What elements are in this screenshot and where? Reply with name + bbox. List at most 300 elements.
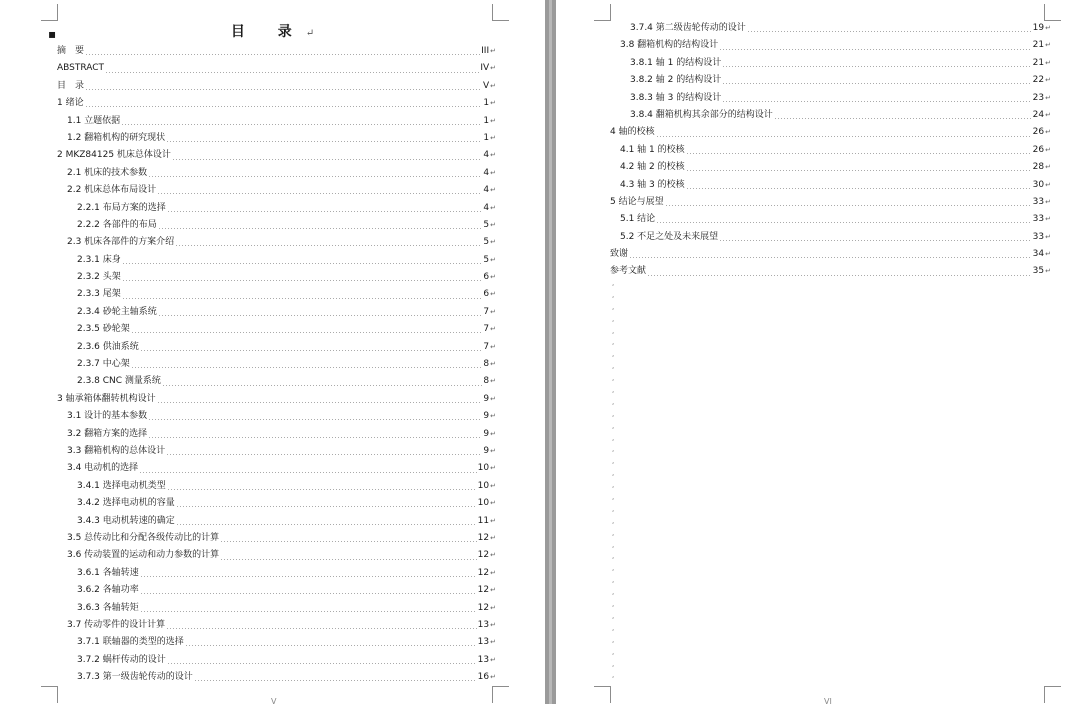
toc-list-right: [610, 20, 1051, 281]
toc-entry-page: 5: [483, 219, 490, 230]
toc-entry[interactable]: [57, 60, 496, 77]
toc-entry-title: 2.3.1 床身: [77, 254, 121, 265]
toc-entry[interactable]: [610, 246, 1051, 263]
toc-entry-page: 5: [483, 237, 490, 248]
empty-paragraph-mark: ,: [612, 481, 615, 490]
toc-entry-title: 摘 要: [57, 46, 85, 56]
paragraph-mark-icon: ↵: [490, 238, 496, 247]
toc-entry-page: 26: [1032, 127, 1045, 138]
paragraph-mark-icon: ↵: [490, 429, 496, 438]
toc-entry-title: 1.1 立题依据: [67, 115, 121, 126]
toc-entry-page: 12: [477, 550, 490, 561]
paragraph-mark-icon: ↵: [490, 464, 496, 473]
empty-paragraph-marks: [612, 278, 614, 682]
paragraph-mark-icon: ↵: [1045, 128, 1051, 137]
empty-paragraph-mark: ,: [612, 374, 615, 383]
empty-paragraph-mark: ,: [612, 576, 615, 585]
toc-entry[interactable]: [57, 182, 496, 199]
toc-entry[interactable]: [57, 252, 496, 269]
toc-entry[interactable]: [57, 304, 496, 321]
toc-entry[interactable]: [57, 530, 496, 547]
toc-entry-title: 2.3.2 头架: [77, 272, 121, 283]
toc-leader-dots: [167, 211, 483, 212]
page-number-right: VI: [824, 697, 832, 704]
toc-leader-dots: [162, 385, 482, 386]
toc-entry[interactable]: [57, 339, 496, 356]
toc-entry-title: 5.2 不足之处及未来展望: [620, 231, 719, 242]
toc-entry-page: 10: [477, 463, 490, 474]
toc-entry-title: 3.2 翻箱方案的选择: [67, 428, 148, 439]
paragraph-mark-icon: ↵: [490, 99, 496, 108]
toc-leader-dots: [131, 332, 483, 333]
toc-entry-page: 11: [477, 515, 490, 526]
toc-entry-page: 9: [483, 428, 490, 439]
toc-entry[interactable]: [57, 547, 496, 564]
paragraph-mark-icon: ↵: [490, 360, 496, 369]
paragraph-mark-icon: ↵: [490, 220, 496, 229]
empty-paragraph-mark: ,: [612, 350, 615, 359]
crop-mark-top-left-2: [594, 4, 611, 21]
empty-paragraph-mark: ,: [612, 659, 615, 668]
paragraph-mark-icon: ↵: [490, 603, 496, 612]
paragraph-mark-icon: ↵: [490, 186, 496, 195]
paragraph-bullet-icon: ▪: [48, 27, 57, 41]
toc-entry[interactable]: [610, 107, 1051, 124]
toc-entry-page: 28: [1032, 162, 1045, 173]
toc-leader-dots: [747, 31, 1032, 32]
toc-entry[interactable]: [610, 263, 1051, 280]
paragraph-mark-icon: ↵: [490, 551, 496, 560]
toc-entry-title: 4.1 轴 1 的校核: [620, 144, 685, 155]
toc-leader-dots: [121, 124, 482, 125]
crop-mark-bottom-right: [492, 686, 509, 703]
toc-leader-dots: [722, 83, 1031, 84]
toc-title: [0, 23, 545, 43]
toc-entry[interactable]: [57, 582, 496, 599]
toc-entry-page: 10: [477, 498, 490, 509]
page-gutter: [545, 0, 556, 704]
empty-paragraph-mark: ,: [612, 611, 615, 620]
paragraph-mark-icon: ↵: [490, 290, 496, 299]
toc-entry-page: 12: [477, 567, 490, 578]
toc-entry[interactable]: [57, 269, 496, 286]
toc-entry-page: 6: [483, 272, 490, 283]
toc-entry-page: 26: [1032, 144, 1045, 155]
toc-leader-dots: [148, 419, 482, 420]
toc-entry-title: 3.4.1 选择电动机类型: [77, 480, 166, 491]
paragraph-mark-icon: ↵: [1045, 180, 1051, 189]
toc-entry-title: 3.7.4 第二级齿轮传动的设计: [630, 23, 746, 33]
toc-entry-page: 9: [483, 393, 490, 404]
toc-entry-title: 2.2.1 布局方案的选择: [77, 202, 166, 213]
paragraph-mark-icon: ↵: [490, 377, 496, 386]
toc-entry-title: 3.4.3 电动机转速的确定: [77, 515, 175, 526]
paragraph-mark-icon: ↵: [490, 394, 496, 403]
toc-entry[interactable]: [57, 426, 496, 443]
toc-entry-page: 12: [477, 602, 490, 613]
toc-entry[interactable]: [610, 194, 1051, 211]
toc-entry[interactable]: [57, 217, 496, 234]
toc-entry-title: 2.2.2 各部件的布局: [77, 219, 157, 230]
paragraph-mark-icon: ↵: [490, 64, 496, 73]
toc-entry-page: 1: [483, 98, 490, 109]
toc-entry[interactable]: [610, 124, 1051, 141]
toc-leader-dots: [722, 66, 1031, 67]
toc-entry-page: IV: [480, 63, 490, 74]
paragraph-mark-icon: ↵: [1045, 58, 1051, 67]
paragraph-mark-icon: ↵: [1045, 76, 1051, 85]
toc-leader-dots: [131, 367, 483, 368]
toc-entry-page: 21: [1032, 40, 1045, 51]
toc-leader-dots: [220, 559, 476, 560]
toc-entry-page: 13: [477, 637, 490, 648]
empty-paragraph-mark: ,: [612, 326, 615, 335]
toc-entry[interactable]: [57, 234, 496, 251]
toc-entry[interactable]: [57, 443, 496, 460]
toc-leader-dots: [122, 263, 483, 264]
paragraph-mark-icon: ↵: [490, 638, 496, 647]
toc-leader-dots: [719, 240, 1031, 241]
toc-entry-page: 30: [1032, 179, 1045, 190]
toc-entry-page: 10: [477, 480, 490, 491]
toc-entry-title: 2.3 机床各部件的方案介绍: [67, 237, 175, 248]
paragraph-mark-icon: ↵: [490, 446, 496, 455]
toc-leader-dots: [85, 89, 482, 90]
toc-entry-page: 24: [1032, 109, 1045, 120]
toc-leader-dots: [176, 524, 477, 525]
toc-entry-title: 目 录: [57, 80, 85, 91]
toc-entry[interactable]: [57, 321, 496, 338]
empty-paragraph-mark: ,: [612, 362, 615, 371]
toc-leader-dots: [176, 506, 477, 507]
page-number-left: V: [271, 697, 277, 704]
paragraph-mark-icon: ↵: [490, 481, 496, 490]
paragraph-mark-icon: ↵: [1045, 41, 1051, 50]
paragraph-mark-icon: ↵: [1045, 250, 1051, 259]
toc-leader-dots: [167, 489, 477, 490]
crop-mark-top-right-2: [1044, 4, 1061, 21]
crop-mark-bottom-left-2: [594, 686, 611, 703]
paragraph-mark-icon: ↵: [490, 499, 496, 508]
toc-entry-title: 3.4 电动机的选择: [67, 463, 139, 474]
empty-paragraph-mark: ,: [612, 493, 615, 502]
toc-entry[interactable]: [57, 391, 496, 408]
toc-entry[interactable]: [57, 286, 496, 303]
toc-leader-dots: [665, 205, 1032, 206]
crop-mark-top-left: [41, 4, 58, 21]
paragraph-mark-icon: ↵: [490, 533, 496, 542]
toc-entry-title: 3.5 总传动比和分配各级传动比的计算: [67, 532, 220, 543]
toc-entry[interactable]: [57, 600, 496, 617]
toc-entry-title: 3.3 翻箱机构的总体设计: [67, 445, 166, 456]
crop-mark-top-right: [492, 4, 509, 21]
empty-paragraph-mark: ,: [612, 457, 615, 466]
paragraph-mark-icon: ↵: [490, 568, 496, 577]
toc-entry-page: 12: [477, 585, 490, 596]
paragraph-mark-icon: ↵: [490, 325, 496, 334]
paragraph-mark-icon: ↵: [490, 151, 496, 160]
toc-list-left: [57, 43, 496, 686]
toc-entry[interactable]: [610, 37, 1051, 54]
empty-paragraph-mark: ,: [612, 671, 615, 680]
toc-leader-dots: [220, 541, 476, 542]
empty-paragraph-mark: ,: [612, 279, 615, 287]
crop-mark-bottom-right-2: [1044, 686, 1061, 703]
paragraph-mark-icon: ↵: [490, 47, 496, 55]
toc-entry[interactable]: [57, 495, 496, 512]
toc-entry[interactable]: [57, 617, 496, 634]
paragraph-mark-icon: ↵: [1045, 145, 1051, 154]
empty-paragraph-mark: ,: [612, 397, 615, 406]
toc-entry-title: 2.1 机床的技术参数: [67, 167, 148, 178]
paragraph-mark-icon: ↵: [1045, 24, 1051, 32]
toc-entry-title: 3.8.2 轴 2 的结构设计: [630, 75, 722, 86]
toc-entry-title: 3.8.4 翻箱机构其余部分的结构设计: [630, 109, 773, 120]
toc-entry-page: 35: [1032, 266, 1045, 277]
toc-entry[interactable]: [610, 55, 1051, 72]
toc-leader-dots: [85, 54, 480, 55]
empty-paragraph-mark: ,: [612, 290, 615, 299]
toc-entry-page: 19: [1032, 23, 1045, 33]
toc-leader-dots: [686, 153, 1032, 154]
toc-leader-dots: [140, 350, 483, 351]
toc-leader-dots: [629, 257, 1032, 258]
toc-entry-title: 1 绪论: [57, 98, 84, 109]
toc-entry-title: 参考文献: [610, 266, 647, 277]
paragraph-mark-icon: ↵: [490, 655, 496, 664]
toc-leader-dots: [686, 188, 1032, 189]
toc-entry-title: 5 结论与展望: [610, 196, 664, 207]
toc-entry-page: 34: [1032, 249, 1045, 260]
toc-entry[interactable]: [610, 90, 1051, 107]
toc-entry-title: 3.6.3 各轴转矩: [77, 602, 139, 613]
toc-entry[interactable]: [610, 211, 1051, 228]
toc-entry-page: 13: [477, 654, 490, 665]
toc-title-text: 目 录: [230, 24, 306, 40]
toc-entry-page: 7: [483, 306, 490, 317]
toc-entry-title: 3.7 传动零件的设计计算: [67, 619, 166, 630]
empty-paragraph-mark: ,: [612, 635, 615, 644]
toc-entry-title: 3.6 传动装置的运动和动力参数的计算: [67, 550, 220, 561]
paragraph-mark-icon: ↵: [490, 168, 496, 177]
toc-entry-title: 3.8.1 轴 1 的结构设计: [630, 57, 722, 68]
toc-entry[interactable]: [610, 177, 1051, 194]
toc-entry-page: 7: [483, 324, 490, 335]
toc-entry-page: 9: [483, 411, 490, 422]
paragraph-mark-icon: ↵: [490, 133, 496, 142]
toc-entry-page: 4: [483, 185, 490, 196]
toc-leader-dots: [105, 72, 479, 73]
crop-mark-bottom-left: [41, 686, 58, 703]
empty-paragraph-mark: ,: [612, 516, 615, 525]
toc-leader-dots: [175, 245, 482, 246]
toc-entry-page: 21: [1032, 57, 1045, 68]
empty-paragraph-mark: ,: [612, 540, 615, 549]
toc-entry[interactable]: [610, 20, 1051, 37]
toc-leader-dots: [139, 472, 476, 473]
toc-entry-title: 3.7.2 蜗杆传动的设计: [77, 654, 166, 665]
toc-entry-title: 2.2 机床总体布局设计: [67, 185, 157, 196]
toc-entry[interactable]: [57, 565, 496, 582]
toc-entry-page: 33: [1032, 214, 1045, 225]
toc-leader-dots: [122, 280, 483, 281]
empty-paragraph-mark: ,: [612, 564, 615, 573]
toc-entry-page: 8: [483, 359, 490, 370]
toc-leader-dots: [166, 454, 482, 455]
toc-entry[interactable]: [57, 478, 496, 495]
toc-leader-dots: [167, 663, 477, 664]
toc-entry-title: 3.6.2 各轴功率: [77, 585, 139, 596]
toc-entry[interactable]: [57, 78, 496, 95]
paragraph-mark-icon: ↵: [490, 586, 496, 595]
toc-leader-dots: [140, 576, 477, 577]
paragraph-mark-icon: ↵: [1045, 93, 1051, 102]
empty-paragraph-mark: ,: [612, 302, 615, 311]
toc-entry-title: 3.8 翻箱机构的结构设计: [620, 40, 719, 51]
toc-entry-page: 22: [1032, 75, 1045, 86]
toc-leader-dots: [194, 680, 477, 681]
paragraph-mark-icon: ↵: [1045, 197, 1051, 206]
empty-paragraph-mark: ,: [612, 469, 615, 478]
toc-entry-title: 致谢: [610, 249, 629, 260]
paragraph-mark-icon: ↵: [1045, 110, 1051, 119]
toc-entry-page: 1: [483, 132, 490, 143]
toc-entry-title: 2.3.5 砂轮架: [77, 324, 130, 335]
toc-entry-page: 4: [483, 167, 490, 178]
toc-entry-title: ABSTRACT: [57, 63, 105, 74]
toc-entry[interactable]: [57, 373, 496, 390]
paragraph-mark-icon: ↵: [490, 673, 496, 682]
toc-entry-page: 4: [483, 150, 490, 161]
paragraph-mark-icon: ↵: [490, 620, 496, 629]
toc-entry[interactable]: [57, 408, 496, 425]
toc-leader-dots: [166, 141, 482, 142]
toc-entry-page: 7: [483, 341, 490, 352]
toc-entry[interactable]: [57, 669, 496, 686]
toc-entry[interactable]: [57, 43, 496, 60]
toc-entry-title: 3.7.1 联轴器的类型的选择: [77, 637, 184, 648]
toc-leader-dots: [157, 402, 483, 403]
paragraph-mark-icon: ↵: [490, 342, 496, 351]
paragraph-mark-icon: ↵: [490, 116, 496, 125]
toc-entry[interactable]: [610, 72, 1051, 89]
toc-entry-page: 8: [483, 376, 490, 387]
toc-leader-dots: [774, 118, 1032, 119]
paragraph-mark-icon: ↵: [490, 516, 496, 525]
empty-paragraph-mark: ,: [612, 504, 615, 513]
toc-leader-dots: [656, 222, 1031, 223]
toc-leader-dots: [157, 193, 482, 194]
empty-paragraph-mark: ,: [612, 314, 615, 323]
return-mark-icon: ↵: [305, 28, 315, 39]
paragraph-mark-icon: ↵: [1045, 232, 1051, 241]
toc-entry-page: 13: [477, 619, 490, 630]
empty-paragraph-mark: ,: [612, 600, 615, 609]
toc-entry[interactable]: [610, 142, 1051, 159]
toc-entry-page: 6: [483, 289, 490, 300]
toc-entry[interactable]: [57, 130, 496, 147]
empty-paragraph-mark: ,: [612, 528, 615, 537]
toc-entry[interactable]: [610, 229, 1051, 246]
empty-paragraph-mark: ,: [612, 433, 615, 442]
toc-entry[interactable]: [57, 513, 496, 530]
empty-paragraph-mark: ,: [612, 623, 615, 632]
toc-entry[interactable]: [57, 200, 496, 217]
toc-entry-title: 3 轴承箱体翻转机构设计: [57, 393, 156, 404]
toc-entry-title: 3.7.3 第一级齿轮传动的设计: [77, 672, 193, 683]
paragraph-mark-icon: ↵: [490, 307, 496, 316]
toc-entry-title: 2.3.8 CNC 测量系统: [77, 376, 161, 387]
toc-entry-title: 2.3.4 砂轮主轴系统: [77, 306, 157, 317]
empty-paragraph-mark: ,: [612, 647, 615, 656]
paragraph-mark-icon: ↵: [490, 81, 496, 90]
toc-leader-dots: [647, 275, 1032, 276]
toc-leader-dots: [686, 170, 1032, 171]
toc-entry-title: 4.3 轴 3 的校核: [620, 179, 685, 190]
toc-entry[interactable]: [610, 159, 1051, 176]
toc-entry[interactable]: [57, 652, 496, 669]
toc-entry-title: 3.4.2 选择电动机的容量: [77, 498, 175, 509]
toc-entry-title: 3.6.1 各轴转速: [77, 567, 139, 578]
paragraph-mark-icon: ↵: [490, 255, 496, 264]
empty-paragraph-mark: ,: [612, 338, 615, 347]
toc-entry-title: 2.3.3 尾架: [77, 289, 121, 300]
toc-leader-dots: [148, 437, 482, 438]
toc-leader-dots: [148, 176, 482, 177]
toc-entry-title: 4.2 轴 2 的校核: [620, 162, 685, 173]
toc-leader-dots: [122, 298, 483, 299]
paragraph-mark-icon: ↵: [490, 203, 496, 212]
empty-paragraph-mark: ,: [612, 445, 615, 454]
empty-paragraph-mark: ,: [612, 421, 615, 430]
toc-entry-page: 1: [483, 115, 490, 126]
toc-leader-dots: [140, 593, 477, 594]
toc-entry-title: 1.2 翻箱机构的研究现状: [67, 132, 166, 143]
paragraph-mark-icon: ↵: [1045, 215, 1051, 224]
toc-entry-page: 12: [477, 532, 490, 543]
toc-entry-page: 5: [483, 254, 490, 265]
toc-leader-dots: [166, 628, 476, 629]
toc-entry-page: 16: [477, 672, 490, 683]
toc-entry-page: 33: [1032, 196, 1045, 207]
toc-leader-dots: [140, 611, 477, 612]
paragraph-mark-icon: ↵: [490, 412, 496, 421]
empty-paragraph-mark: ,: [612, 386, 615, 395]
toc-leader-dots: [158, 228, 483, 229]
empty-paragraph-mark: ,: [612, 552, 615, 561]
toc-leader-dots: [172, 159, 482, 160]
toc-entry-title: 2.3.7 中心架: [77, 359, 130, 370]
empty-paragraph-mark: ,: [612, 588, 615, 597]
toc-entry[interactable]: [57, 95, 496, 112]
toc-entry[interactable]: [57, 634, 496, 651]
toc-leader-dots: [722, 101, 1031, 102]
toc-entry-title: 4 轴的校核: [610, 127, 655, 138]
paragraph-mark-icon: ↵: [1045, 267, 1051, 276]
toc-entry[interactable]: [57, 113, 496, 130]
toc-entry-page: 33: [1032, 231, 1045, 242]
toc-entry[interactable]: [57, 460, 496, 477]
toc-entry[interactable]: [57, 356, 496, 373]
toc-leader-dots: [719, 49, 1031, 50]
toc-entry-title: 3.1 设计的基本参数: [67, 411, 148, 422]
toc-entry-title: 2.3.6 供油系统: [77, 341, 139, 352]
toc-entry[interactable]: [57, 147, 496, 164]
toc-entry-page: 9: [483, 445, 490, 456]
toc-entry-page: V: [482, 80, 490, 91]
toc-entry-title: 3.8.3 轴 3 的结构设计: [630, 92, 722, 103]
toc-entry[interactable]: [57, 165, 496, 182]
